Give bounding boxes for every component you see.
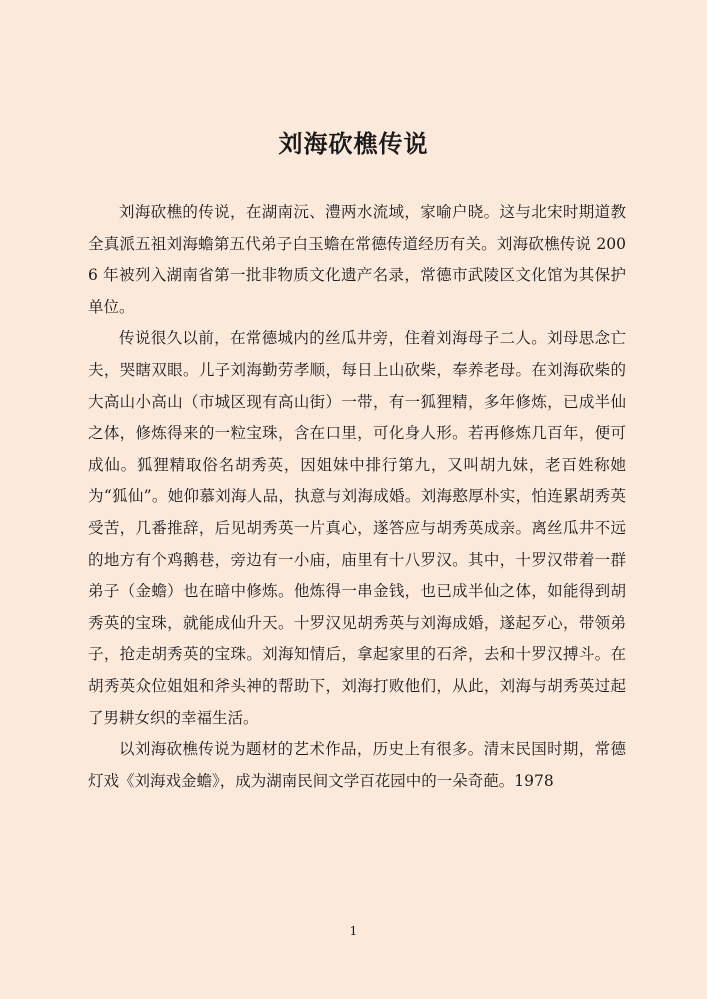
document-body — [88, 197, 626, 797]
document-title: 刘海砍樵传说 — [278, 129, 429, 158]
paragraph-art-works: 以刘海砍樵传说为题材的艺术作品，历史上有很多。清末民国时期，常德灯戏《刘海戏金蟾》，成为湖南民间文学百花园中的一朵奇葩。1978 — [88, 740, 626, 790]
paragraph-legend: 传说很久以前，在常德城内的丝瓜井旁，住着刘海母子二人。刘母思念亡夫，哭瞎双眼。儿子刘海勤劳孝顺，每日上山砍柴，奉养老母。在刘海砍柴的大高山小高山（市城区现有高山街）一带，有一狐狸精，多年修炼，已成半仙之体，修炼得来的一粒宝珠，含在口里，可化身人形。若再修炼几百年，便可成仙。狐狸精取俗名胡秀英，因姐妹中排行第九，又叫胡九妹，老百姓称她为“狐仙”。她仰慕刘海人品，执意与刘海成婚。刘海憨厚朴实，怕连累胡秀英受苦，几番推辞，后见胡秀英一片真心，遂答应与胡秀英成亲。离丝瓜井不远的地方有个鸡鹅巷，旁边有一小庙，庙里有十八罗汉。其中，十罗汉带着一群弟子（金蟾）也在暗中修炼。他炼得一串金钱，也已成半仙之体，如能得到胡秀英的宝珠，就能成仙升天。十罗汉见胡秀英与刘海成婚，遂起歹心，带领弟子，抢走胡秀英的宝珠。刘海知情后，拿起家里的石斧，去和十罗汉搏斗。在胡秀英众位姐姐和斧头神的帮助下，刘海打败他们，从此，刘海与胡秀英过起了男耕女织的幸福生活。 — [88, 329, 626, 727]
paragraph-intro: 刘海砍樵的传说，在湖南沅、澧两水流域，家喻户晓。这与北宋时期道教全真派五祖刘海蟾第五代弟子白玉蟾在常德传道经历有关。刘海砍樵传说 2006 年被列入湖南省第一批非物质文化遗产名录，常德市武陵区文化馆为其保护单位。 — [88, 203, 626, 316]
page-number: 1 — [349, 924, 358, 938]
